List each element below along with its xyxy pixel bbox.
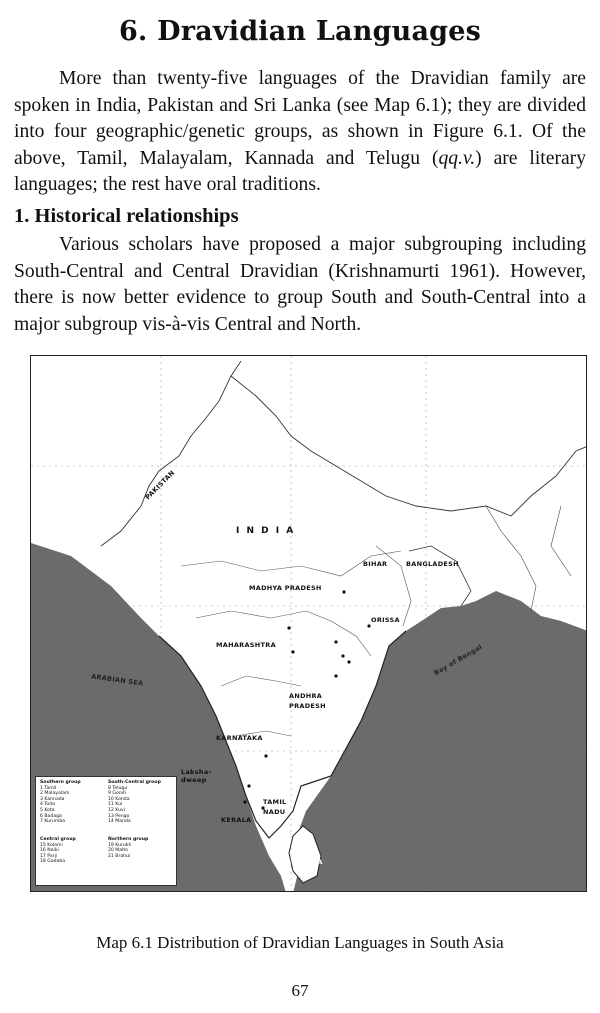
map-label-arabian-sea: ARABIAN SEA — [90, 672, 144, 688]
legend-item: 10 Konda — [108, 796, 130, 802]
map-label-maharashtra: MAHARASHTRA — [216, 641, 276, 649]
legend-item: 6 Badaga — [40, 813, 62, 819]
historical-paragraph: Various scholars have proposed a major subgrouping including South-Central and Central Dravidian (Krishnamurti 1961). However, there is now better evidence to group South and South-Central into a major subgroup vis-à-vis Central and North. — [14, 234, 586, 335]
legend-south-central-group — [108, 780, 170, 825]
map-label-bangladesh: BANGLADESH — [406, 560, 459, 568]
legend-item: 13 Pengo — [108, 813, 130, 819]
legend-item: 15 Kolami — [40, 842, 63, 848]
bangladesh-border — [409, 546, 471, 606]
intro-paragraph: More than twenty-five languages of the Dravidian family are spoken in India, Pakistan and Sri Lanka (see Map 6.1); they are divided into four geographic/genetic groups, as shown in Figure 6.1. Of the above, Tamil, Malayalam, Kannada and Telugu (qq.v.) are literary languages; the rest have oral traditions. — [14, 68, 586, 195]
legend-item: 12 Kuvi — [108, 807, 125, 813]
legend-item: 18 Gadaba — [40, 859, 66, 865]
map-label-andhra: ANDHRA — [289, 692, 323, 700]
legend-item: 14 Manda — [108, 819, 131, 825]
legend-heading: Central group — [40, 837, 76, 842]
legend-item: 9 Gondi — [108, 791, 126, 797]
map-label-madhya-pradesh: MADHYA PRADESH — [249, 584, 322, 592]
legend-item: 16 Naiki — [40, 848, 59, 854]
map-label-orissa: ORISSA — [371, 616, 400, 624]
legend-central-group — [40, 837, 102, 865]
map-label-bay-of-bengal: Bay of Bengal — [432, 642, 484, 678]
map-caption: Map 6.1 Distribution of Dravidian Languages in South Asia — [96, 933, 504, 952]
south-asia-map — [30, 355, 587, 892]
legend-item: 19 Kurukh — [108, 842, 132, 848]
section-heading: 1. Historical relationships — [14, 205, 239, 227]
map-label-pradesh: PRADESH — [289, 702, 326, 710]
bay-of-bengal-shape — [293, 591, 587, 892]
pakistan-border — [101, 361, 241, 546]
legend-item: 20 Malto — [108, 848, 128, 854]
map-label-india: I N D I A — [236, 526, 296, 536]
legend-item: 21 Brahui — [108, 853, 131, 859]
map-label-lakshadweep: Laksha- dweep — [181, 768, 212, 784]
india-north-border — [231, 376, 587, 516]
map-label-nadu: NADU — [263, 808, 286, 816]
legend-item: 5 Kota — [40, 807, 55, 813]
map-label-bihar: BIHAR — [363, 560, 388, 568]
legend-item: 4 Toda — [40, 802, 55, 808]
map-legend — [35, 776, 177, 886]
legend-heading: South-Central group — [108, 780, 161, 785]
page-number: 67 — [291, 981, 309, 1000]
map-label-sri-lanka: SRI LANKA — [281, 858, 323, 866]
map-label-tamil: TAMIL — [263, 798, 287, 806]
chapter-title: 6. Dravidian Languages — [118, 16, 482, 47]
legend-item: 7 Kurumba — [40, 819, 66, 825]
legend-item: 2 Malayalam — [40, 791, 70, 797]
legend-item: 8 Telugu — [108, 785, 128, 791]
legend-item: 1 Tamil — [40, 785, 57, 791]
legend-item: 17 Parji — [40, 853, 58, 859]
map-label-kerala: KERALA — [221, 816, 252, 824]
legend-item: 11 Kui — [108, 802, 123, 808]
legend-heading: Southern group — [40, 780, 81, 785]
legend-southern-group — [40, 780, 102, 825]
map-label-pakistan: PAKISTAN — [143, 468, 177, 502]
legend-northern-group — [108, 837, 170, 859]
map-label-karnataka: KARNATAKA — [216, 734, 263, 742]
legend-item: 3 Kannada — [40, 796, 65, 802]
legend-heading: Northern group — [108, 837, 149, 842]
